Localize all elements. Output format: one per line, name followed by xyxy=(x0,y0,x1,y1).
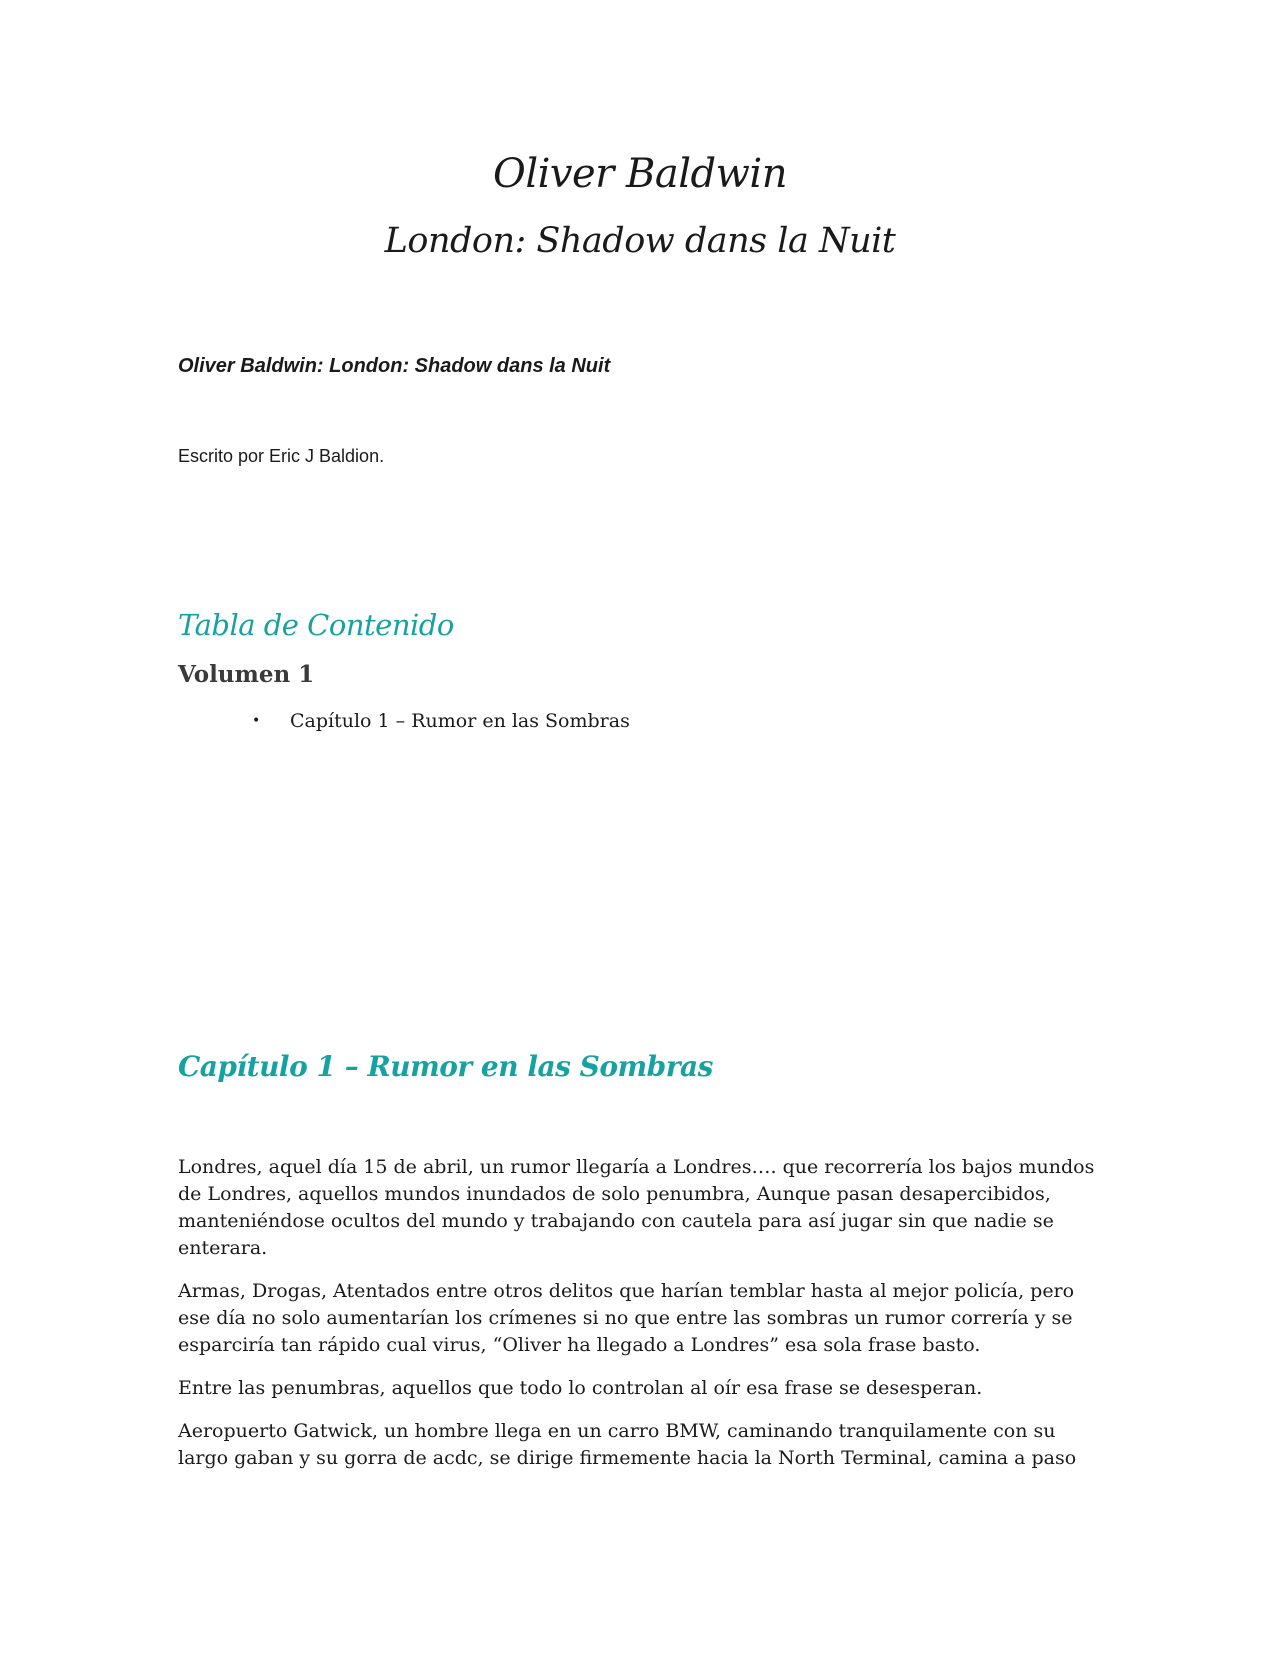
bullet-icon: • xyxy=(252,713,261,729)
paragraph: Entre las penumbras, aquellos que todo lo controlan al oír esa frase se desesperan. xyxy=(178,1377,983,1399)
paragraph: Londres, aquel día 15 de abril, un rumor llegaría a Londres…. que recorrería los bajos mundos de Londres, aquellos mundos inundados de solo penumbra, Aunque pasan desapercibidos, manteniéndose ocultos del mundo y trabajando con cautela para así jugar sin que nadie se enterara. xyxy=(178,1156,1095,1259)
toc-list xyxy=(252,708,630,734)
toc-item[interactable] xyxy=(252,708,630,734)
byline: Escrito por Eric J Baldion. xyxy=(178,446,385,466)
bold-subtitle: Oliver Baldwin: London: Shadow dans la Nuit xyxy=(178,355,611,377)
author-title: Oliver Baldwin xyxy=(493,151,787,197)
toc-item-label: Capítulo 1 – Rumor en las Sombras xyxy=(290,710,630,732)
paragraph: Aeropuerto Gatwick, un hombre llega en un carro BMW, caminando tranquilamente con su largo gaban y su gorra de acdc, se dirige firmemente hacia la North Terminal, camina a paso xyxy=(178,1420,1077,1469)
paragraph: Armas, Drogas, Atentados entre otros delitos que harían temblar hasta al mejor policía, pero ese día no solo aumentarían los crímenes si no que entre las sombras un rumor correría y se esparciría tan rápido cual virus, “Oliver ha llegado a Londres” esa sola frase basto. xyxy=(178,1280,1075,1356)
toc-heading: Tabla de Contenido xyxy=(178,608,454,642)
chapter-body xyxy=(178,1154,1098,1488)
chapter-heading: Capítulo 1 – Rumor en las Sombras xyxy=(178,1050,713,1083)
volume-heading: Volumen 1 xyxy=(178,661,315,688)
book-title: London: Shadow dans la Nuit xyxy=(384,221,896,261)
